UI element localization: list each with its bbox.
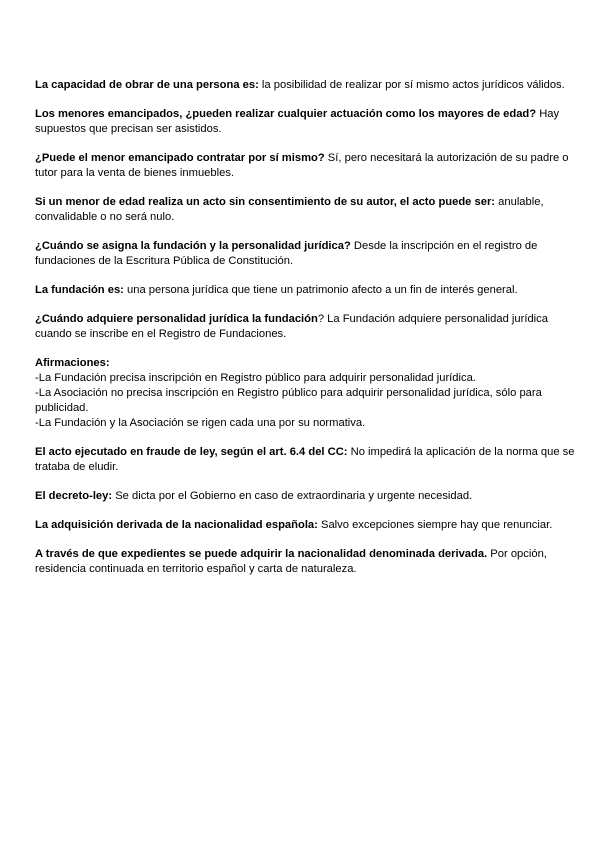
question: El acto ejecutado en fraude de ley, según el art. 6.4 del CC: bbox=[35, 446, 348, 458]
question: La adquisición derivada de la nacionalidad española: bbox=[35, 519, 318, 531]
question: El decreto-ley: bbox=[35, 490, 113, 502]
qa-adquiere-personalidad bbox=[35, 312, 575, 342]
afirmacion-line: -La Asociación no precisa inscripción en Registro público para adquirir personalidad jurídica, sólo para publicidad. bbox=[35, 387, 542, 414]
qa-capacidad-obrar bbox=[35, 78, 575, 93]
answer: Por opción, residencia continuada en territorio español y carta de naturaleza. bbox=[35, 548, 547, 575]
afirmacion-line: -La Fundación precisa inscripción en Registro público para adquirir personalidad jurídica. bbox=[35, 372, 476, 384]
question: A través de que expedientes se puede adquirir la nacionalidad denominada derivada. bbox=[35, 548, 488, 560]
answer: Se dicta por el Gobierno en caso de extraordinaria y urgente necesidad. bbox=[112, 490, 473, 502]
qa-fraude-ley bbox=[35, 445, 575, 475]
answer: Salvo excepciones siempre hay que renunciar. bbox=[317, 519, 553, 531]
question: Si un menor de edad realiza un acto sin consentimiento de su autor, el acto puede ser: bbox=[35, 196, 496, 208]
afirmaciones-block bbox=[35, 356, 575, 431]
answer: Desde la inscripción en el registro de fundaciones de la Escritura Pública de Constitución. bbox=[35, 240, 538, 267]
answer: Sí, pero necesitará la autorización de su padre o tutor para la venta de bienes inmuebles. bbox=[35, 152, 569, 179]
qa-acto-sin-consentimiento bbox=[35, 195, 575, 225]
qa-menores-emancipados bbox=[35, 107, 575, 137]
qa-fundacion-es bbox=[35, 283, 575, 298]
question: Los menores emancipados, ¿pueden realizar cualquier actuación como los mayores de edad? bbox=[35, 108, 537, 120]
qa-menor-contratar bbox=[35, 151, 575, 181]
qa-decreto-ley bbox=[35, 489, 575, 504]
qa-adquisicion-derivada bbox=[35, 518, 575, 533]
qa-asigna-fundacion bbox=[35, 239, 575, 269]
answer: Hay supuestos que precisan ser asistidos. bbox=[35, 108, 560, 135]
answer: una persona jurídica que tiene un patrimonio afecto a un fin de interés general. bbox=[123, 284, 518, 296]
question: La capacidad de obrar de una persona es: bbox=[35, 79, 259, 91]
question: La fundación es: bbox=[35, 284, 124, 296]
afirmaciones-title: Afirmaciones: bbox=[35, 357, 110, 369]
answer: No impedirá la aplicación de la norma que se trataba de eludir. bbox=[35, 446, 575, 473]
answer: la posibilidad de realizar por sí mismo actos jurídicos válidos. bbox=[258, 79, 565, 91]
document-page bbox=[35, 78, 575, 591]
question: ¿Puede el menor emancipado contratar por sí mismo? bbox=[35, 152, 325, 164]
answer: anulable, convalidable o no será nulo. bbox=[35, 196, 544, 223]
qa-expedientes-nacionalidad bbox=[35, 547, 575, 577]
afirmacion-line: -La Fundación y la Asociación se rigen cada una por su normativa. bbox=[35, 417, 366, 429]
question: ¿Cuándo adquiere personalidad jurídica la fundación bbox=[35, 313, 318, 325]
question: ¿Cuándo se asigna la fundación y la personalidad jurídica? bbox=[35, 240, 351, 252]
answer: ? La Fundación adquiere personalidad jurídica cuando se inscribe en el Registro de Fundaciones. bbox=[35, 313, 548, 340]
